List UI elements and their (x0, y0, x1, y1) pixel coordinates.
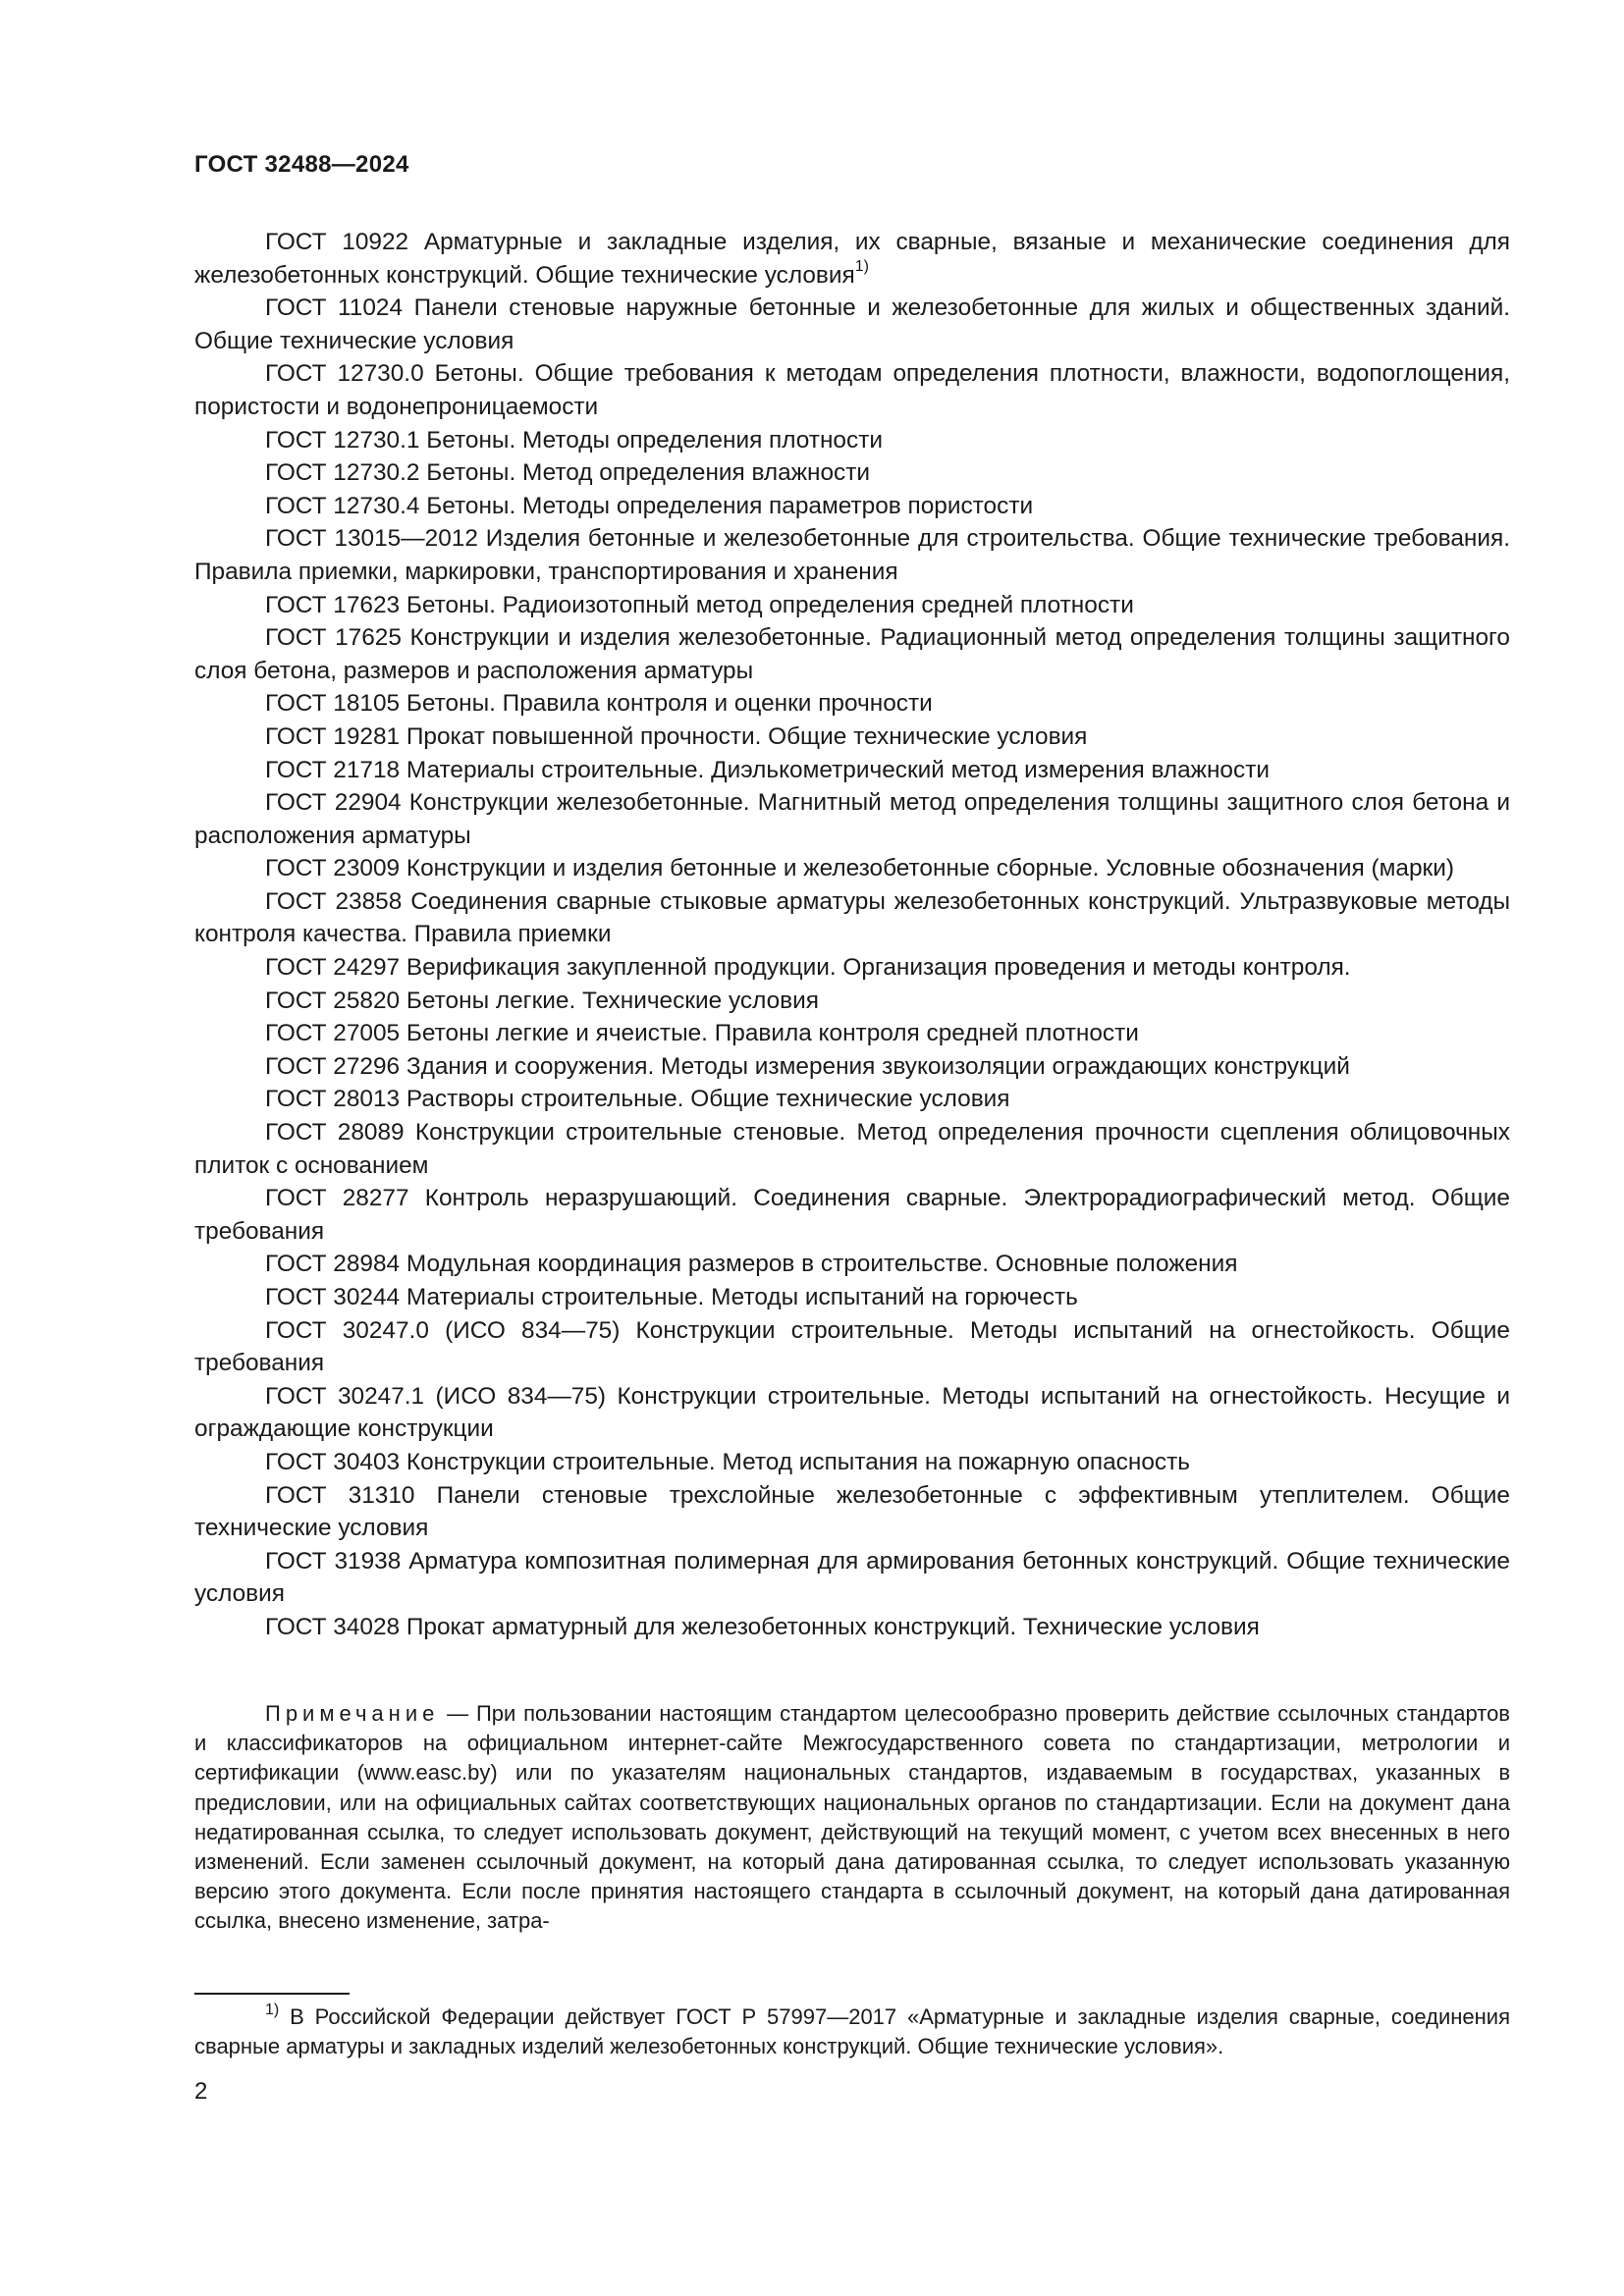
reference-text: ГОСТ 18105 Бетоны. Правила контроля и оценки прочности (265, 690, 933, 718)
reference-item (194, 1545, 1510, 1611)
reference-text: ГОСТ 30247.1 (ИСО 834—75) Конструкции строительные. Методы испытаний на огнестойкость. Несущие и ограждающие конструкции (194, 1382, 1510, 1443)
reference-text: ГОСТ 25820 Бетоны легкие. Технические условия (265, 987, 819, 1014)
reference-text: ГОСТ 30244 Материалы строительные. Методы испытаний на горючесть (265, 1284, 1078, 1310)
reference-text: ГОСТ 23009 Конструкции и изделия бетонные и железобетонные сборные. Условные обозначения (марки) (265, 855, 1454, 882)
reference-text: ГОСТ 24297 Верификация закупленной продукции. Организация проведения и методы контроля. (265, 954, 1351, 982)
reference-item (194, 1083, 1510, 1116)
reference-item (194, 1479, 1510, 1545)
reference-text: ГОСТ 17625 Конструкции и изделия железобетонные. Радиационный метод определения толщины защитного слоя бетона, размеров и расположения арматуры (194, 624, 1510, 684)
reference-item (194, 424, 1510, 457)
reference-item (194, 1380, 1510, 1446)
reference-text: ГОСТ 11024 Панели стеновые наружные бетонные и железобетонные для жилых и общественных зданий. Общие технические условия (194, 294, 1510, 354)
page-number: 2 (194, 2078, 208, 2105)
reference-item (194, 589, 1510, 622)
reference-text: ГОСТ 23858 Соединения сварные стыковые арматуры железобетонных конструкций. Ультразвуковые методы контроля качества. Правила приемки (194, 887, 1510, 948)
reference-item (194, 226, 1510, 292)
reference-text: ГОСТ 27005 Бетоны легкие и ячеистые. Правила контроля средней плотности (265, 1020, 1139, 1047)
reference-item (194, 621, 1510, 687)
reference-text: ГОСТ 21718 Материалы строительные. Диэлькометрический метод измерения влажности (265, 756, 1270, 783)
reference-text: ГОСТ 31310 Панели стеновые трехслойные железобетонные с эффективным утеплителем. Общие технические условия (194, 1481, 1510, 1542)
reference-text: ГОСТ 19281 Прокат повышенной прочности. Общие технические условия (265, 722, 1088, 750)
reference-item (194, 1611, 1510, 1644)
reference-item (194, 1446, 1510, 1479)
reference-item (194, 721, 1510, 754)
reference-item (194, 985, 1510, 1018)
reference-text: ГОСТ 22904 Конструкции железобетонные. Магнитный метод определения толщины защитного слоя бетона и расположения арматуры (194, 789, 1510, 849)
reference-item (194, 1116, 1510, 1182)
reference-text: ГОСТ 27296 Здания и сооружения. Методы измерения звукоизоляции ограждающих конструкций (265, 1052, 1350, 1080)
reference-text: ГОСТ 12730.4 Бетоны. Методы определения параметров пористости (265, 492, 1034, 519)
reference-text: ГОСТ 30403 Конструкции строительные. Метод испытания на пожарную опасность (265, 1448, 1190, 1475)
reference-text: ГОСТ 28089 Конструкции строительные стеновые. Метод определения прочности сцепления облицовочных плиток с основанием (194, 1119, 1510, 1179)
reference-text: ГОСТ 30247.0 (ИСО 834—75) Конструкции строительные. Методы испытаний на огнестойкость. Общие требования (194, 1316, 1510, 1377)
note-label: Примечание (265, 1701, 440, 1726)
reference-item (194, 1050, 1510, 1084)
reference-text: ГОСТ 12730.0 Бетоны. Общие требования к методам определения плотности, влажности, водопоглощения, пористости и водонепроницаемости (194, 360, 1510, 420)
reference-text: ГОСТ 28984 Модульная координация размеров в строительстве. Основные положения (265, 1251, 1238, 1278)
footnote-reference-mark: 1) (854, 258, 869, 276)
reference-item (194, 292, 1510, 357)
footnote-separator (194, 1993, 350, 1995)
footnote-mark: 1) (265, 2001, 280, 2018)
normative-references-list (194, 226, 1510, 1644)
reference-item (194, 522, 1510, 588)
reference-item (194, 754, 1510, 787)
page-header: ГОСТ 32488—2024 (194, 151, 409, 178)
reference-item (194, 1017, 1510, 1050)
reference-item (194, 951, 1510, 985)
reference-item (194, 456, 1510, 490)
reference-item (194, 786, 1510, 852)
note-text: — При пользовании настоящим стандартом целесообразно проверить действие ссылочных стандартов и классификаторов на официальном интернет-сайте Межгосударственного совета по стандартизации, метрологии и сертификации (www.easc.by) или по указателям национальных стандартов, издаваемым в государствах, указанных в предисловии, или на официальных сайтах соответствующих национальных органов по стандартизации. Если на документ дана недатированная ссылка, то следует использовать документ, действующий на текущий момент, с учетом всех внесенных в него изменений. Если заменен ссылочный документ, на который дана датированная ссылка, то следует использовать указанную версию этого документа. Если после принятия настоящего стандарта в ссылочный документ, на который дана датированная ссылка, внесено изменение, затра- (194, 1701, 1510, 1934)
reference-text: ГОСТ 17623 Бетоны. Радиоизотопный метод определения средней плотности (265, 591, 1134, 618)
reference-text: ГОСТ 31938 Арматура композитная полимерная для армирования бетонных конструкций. Общие технические условия (194, 1547, 1510, 1608)
reference-text: ГОСТ 13015—2012 Изделия бетонные и железобетонные для строительства. Общие технические требования. Правила приемки, маркировки, транспортирования и хранения (194, 525, 1510, 585)
reference-text: ГОСТ 28277 Контроль неразрушающий. Соединения сварные. Электрорадиографический метод. Общие требования (194, 1185, 1510, 1245)
reference-text: ГОСТ 10922 Арматурные и закладные изделия, их сварные, вязаные и механические соединения для железобетонных конструкций. Общие технические условия (194, 229, 1510, 289)
reference-item (194, 1281, 1510, 1314)
note-paragraph (194, 1699, 1510, 1937)
reference-item (194, 687, 1510, 721)
reference-item (194, 357, 1510, 423)
reference-item (194, 490, 1510, 523)
reference-item (194, 1248, 1510, 1281)
footnote (194, 2002, 1510, 2061)
reference-text: ГОСТ 34028 Прокат арматурный для железобетонных конструкций. Технические условия (265, 1613, 1260, 1640)
reference-item (194, 1314, 1510, 1380)
reference-item (194, 1182, 1510, 1248)
reference-item (194, 885, 1510, 951)
reference-item (194, 852, 1510, 885)
reference-text: ГОСТ 12730.1 Бетоны. Методы определения плотности (265, 426, 883, 454)
reference-text: ГОСТ 12730.2 Бетоны. Метод определения влажности (265, 459, 871, 487)
footnote-text: В Российской Федерации действует ГОСТ Р 57997—2017 «Арматурные и закладные изделия сварные, соединения сварные арматуры и закладных изделий железобетонных конструкций. Общие технические условия». (194, 2004, 1510, 2059)
reference-text: ГОСТ 28013 Растворы строительные. Общие технические условия (265, 1086, 1010, 1113)
